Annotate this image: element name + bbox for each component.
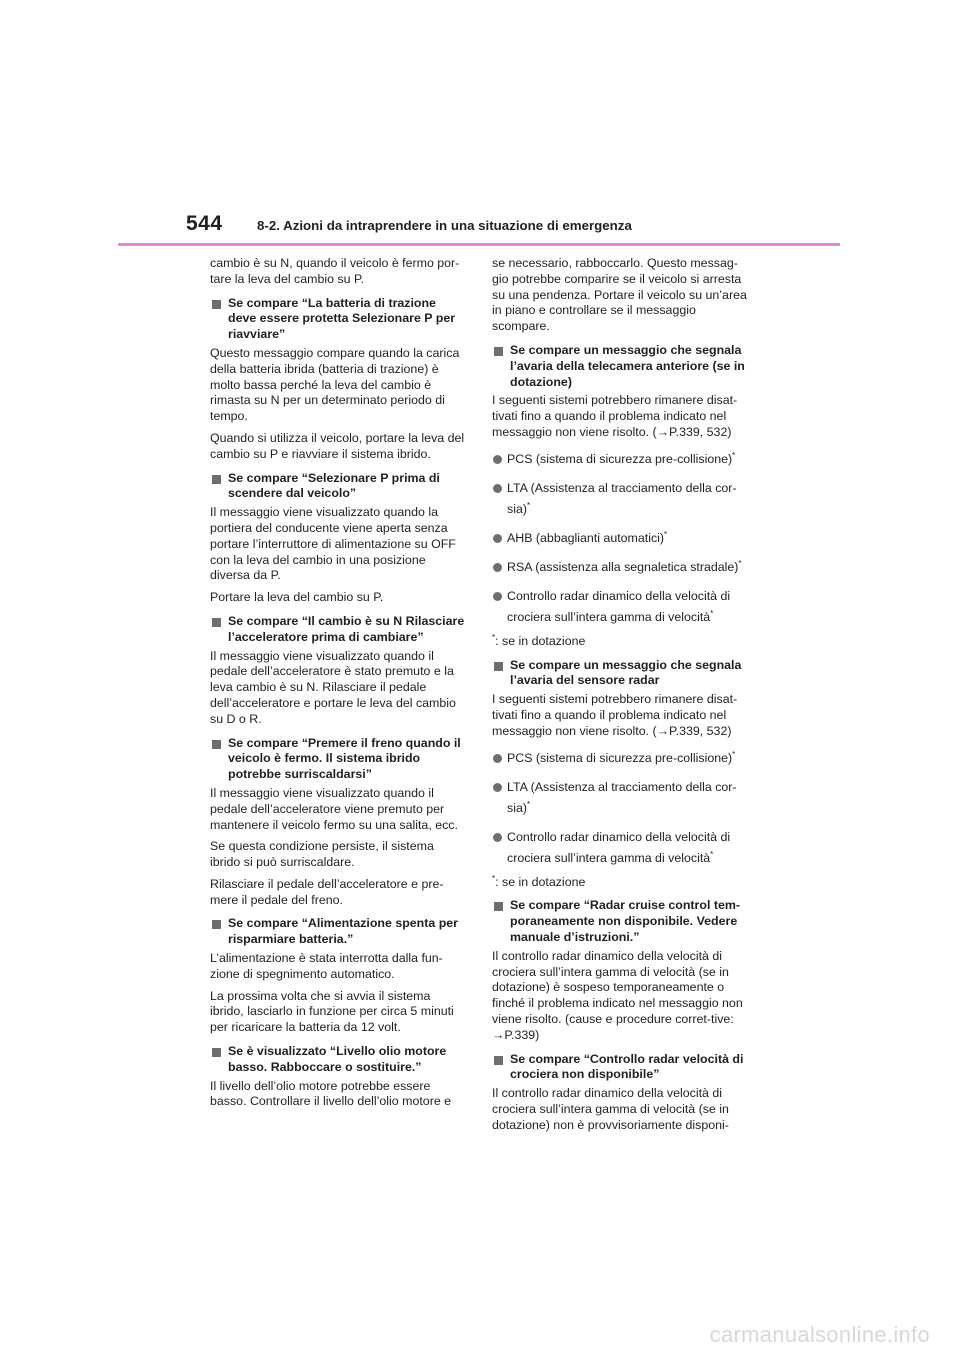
round-bullet-icon	[493, 754, 502, 763]
section-heading: Se compare “Premere il freno quando il veicolo è fermo. Il sistema ibrido potrebbe surriscaldarsi”	[210, 736, 467, 783]
section-heading: Se compare un messaggio che segnala l’avaria del sensore radar	[492, 658, 749, 690]
section-heading: Se compare “Il cambio è su N Rilasciare l’acceleratore prima di cambiare”	[210, 614, 467, 646]
square-bullet-icon	[212, 920, 221, 929]
paragraph: se necessario, rabboccarlo. Questo messag-gio potrebbe comparire se il veicolo si arresta su una pendenza. Portare il veicolo su un’area in piano e controllare se il messaggio scompare.	[492, 256, 747, 334]
asterisk-mark: *	[710, 849, 714, 859]
footnote: *: se in dotazione	[492, 632, 586, 648]
square-bullet-icon	[494, 902, 503, 911]
paragraph: I seguenti sistemi potrebbero rimanere disat-tivati fino a quando il problema indicato nel messaggio non viene risolto. (→P.339, 532)	[492, 692, 738, 738]
section-heading: Se compare “Alimentazione spenta per risparmiare batteria.”	[210, 916, 467, 948]
list-item: PCS (sistema di sicurezza pre-collisione)*	[492, 748, 749, 769]
paragraph: Rilasciare il pedale dell’acceleratore e pre-mere il pedale del freno.	[210, 876, 444, 907]
asterisk-mark: *	[732, 450, 736, 460]
section-heading: Se compare un messaggio che segnala l’avaria della telecamera anteriore (se in dotazione)	[492, 343, 749, 390]
paragraph: Il controllo radar dinamico della velocità di crociera sull’intera gamma di velocità (se in dotazione) è sospeso temporaneamente o finché il problema indicato nel messaggio non viene risolto. (cause e procedure corret-tive: →P.339)	[492, 948, 743, 1042]
list-item: LTA (Assistenza al tracciamento della cor-sia)*	[492, 478, 749, 520]
left-column	[210, 256, 467, 1116]
square-bullet-icon	[212, 300, 221, 309]
header-rule	[118, 243, 840, 246]
section-heading: Se compare “Controllo radar velocità di crociera non disponibile”	[492, 1052, 749, 1084]
section-title: 8-2. Azioni da intraprendere in una situazione di emergenza	[257, 218, 632, 233]
paragraph: Quando si utilizza il veicolo, portare la leva del cambio su P e riavviare il sistema ibrido.	[210, 430, 465, 461]
section-heading: Se è visualizzato “Livello olio motore basso. Rabboccare o sostituire.”	[210, 1044, 467, 1076]
round-bullet-icon	[493, 783, 502, 792]
list-item: LTA (Assistenza al tracciamento della cor-sia)*	[492, 777, 749, 819]
paragraph: cambio è su N, quando il veicolo è fermo por-tare la leva del cambio su P.	[210, 256, 460, 286]
round-bullet-icon	[493, 563, 502, 572]
asterisk-mark: *	[526, 500, 531, 510]
paragraph: Il messaggio viene visualizzato quando la portiera del conducente viene aperta senza portare l’interruttore di alimentazione su OFF con la leva del cambio in una posizione diversa da P.	[210, 505, 456, 583]
page-number: 544	[186, 212, 223, 235]
square-bullet-icon	[494, 1056, 503, 1065]
round-bullet-icon	[493, 534, 502, 543]
paragraph: Portare la leva del cambio su P.	[210, 590, 384, 605]
paragraph: Il messaggio viene visualizzato quando il pedale dell’acceleratore è stato premuto e la leva cambio è su N. Rilasciare il pedale dell’acceleratore e portare le leva del cambio su D o R.	[210, 648, 456, 726]
round-bullet-icon	[493, 833, 502, 842]
paragraph: Se questa condizione persiste, il sistema ibrido si può surriscaldare.	[210, 839, 434, 870]
list-item: AHB (abbaglianti automatici)*	[492, 528, 749, 549]
list-item: Controllo radar dinamico della velocità di crociera sull’intera gamma di velocità*	[492, 827, 749, 869]
paragraph: Il messaggio viene visualizzato quando il pedale dell’acceleratore viene premuto per mantenere il veicolo fermo su una salita, ecc.	[210, 785, 458, 832]
round-bullet-icon	[493, 455, 502, 464]
square-bullet-icon	[212, 618, 221, 627]
right-column	[492, 256, 749, 1140]
paragraph: Questo messaggio compare quando la carica della batteria ibrida (batteria di trazione) è molto bassa perché la leva del cambio è rimasta su N per un determinato periodo di tempo.	[210, 345, 460, 424]
asterisk-mark: *	[664, 529, 668, 539]
asterisk-mark: *	[732, 749, 736, 759]
paragraph: Il controllo radar dinamico della velocità di crociera sull’intera gamma di velocità (se in dotazione) non è provvisoriamente disponi-	[492, 1086, 729, 1132]
paragraph: L’alimentazione è stata interrotta dalla fun-zione di spegnimento automatico.	[210, 951, 443, 981]
square-bullet-icon	[212, 740, 221, 749]
round-bullet-icon	[493, 592, 502, 601]
paragraph: La prossima volta che si avvia il sistema ibrido, lasciarlo in funzione per circa 5 minuti per ricaricare la batteria da 12 volt.	[210, 988, 454, 1035]
asterisk-mark: *	[526, 799, 531, 809]
paragraph: Il livello dell’olio motore potrebbe essere basso. Controllare il livello dell’olio motore e	[210, 1078, 452, 1109]
section-heading: Se compare “La batteria di trazione deve essere protetta Selezionare P per riavviare”	[210, 296, 467, 343]
asterisk-mark: *	[738, 558, 742, 568]
watermark: carmanualsonline.info	[709, 1322, 930, 1347]
square-bullet-icon	[494, 662, 503, 671]
section-heading: Se compare “Selezionare P prima di scendere dal veicolo”	[210, 471, 467, 503]
list-item: RSA (assistenza alla segnaletica stradale)*	[492, 557, 749, 578]
round-bullet-icon	[493, 484, 502, 493]
asterisk-mark: *	[710, 608, 714, 618]
section-heading: Se compare “Radar cruise control tem-poraneamente non disponibile. Vedere manuale d’istruzioni.”	[492, 898, 749, 945]
square-bullet-icon	[212, 475, 221, 484]
list-item: Controllo radar dinamico della velocità di crociera sull’intera gamma di velocità*	[492, 586, 749, 628]
footnote: *: se in dotazione	[492, 873, 586, 889]
list-item: PCS (sistema di sicurezza pre-collisione)*	[492, 449, 749, 470]
square-bullet-icon	[494, 347, 503, 356]
paragraph: I seguenti sistemi potrebbero rimanere disat-tivati fino a quando il problema indicato nel messaggio non viene risolto. (→P.339, 532)	[492, 393, 738, 439]
square-bullet-icon	[212, 1048, 221, 1057]
